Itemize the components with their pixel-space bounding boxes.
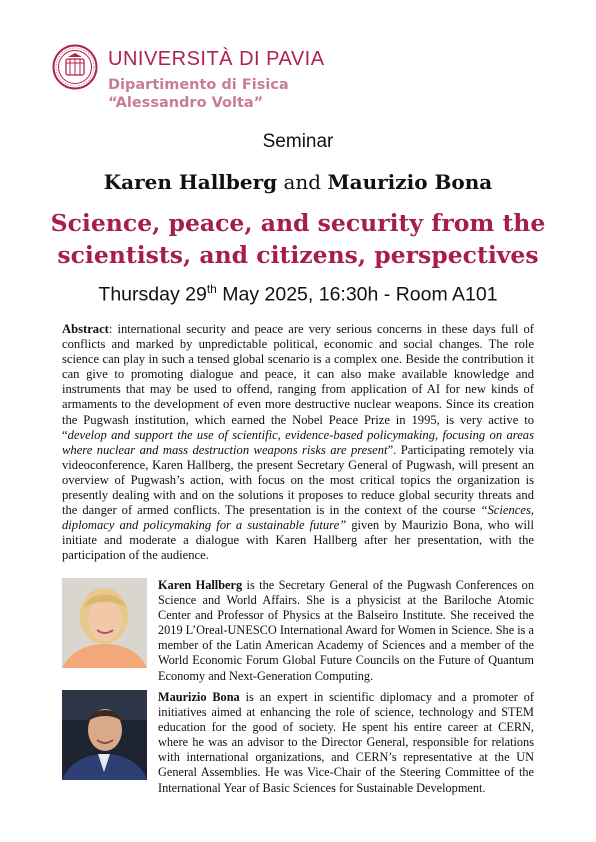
date-prefix: Thursday 29 [98,283,207,306]
department-name [108,76,289,112]
header [52,40,412,115]
abstract-part2: ”. Participating remotely via videoconference, Karen Hallberg, the present Secretary General of Pugwash, will present an overview of Pugwash’s action, with focus on the most critical topics the organization is presently dealing with and on the solutions it proposes to reduce global security threats and the danger of armed conflicts. The presentation is in the context of the course [62,442,535,518]
bio-maurizio-text [158,690,534,796]
speakers-joiner: and [283,170,322,194]
seminar-title: Science, peace, and security from the scientists, and citizens, perspectives [50,209,546,269]
abstract-quote2: “Sciences, diplomacy and policymaking for a sustainable future” [62,503,534,533]
speaker2-name: Maurizio Bona [327,170,493,194]
event-kind: Seminar [262,131,334,152]
event-datetime [0,282,596,307]
department-line2: “Alessandro Volta” [108,95,264,111]
bio-karen-body: is the Secretary General of the Pugwash Conferences on Science and World Affairs. She is a physicist at the Bariloche Atomic Center and Professor of Physics at the Balseiro Institute. She received the 2019 L’Oreal-UNESCO International Award for Women in Science. She is a member of the Latin American Academy of Sciences and a member of the World Economic Forum Global Future Councils on the Future of Quantum Economy and Next-Generation Computing. [158,578,534,683]
speaker1-name: Karen Hallberg [103,170,278,194]
speaker-photo-karen [62,578,147,668]
department-line1: Dipartimento di Fisica [108,77,289,93]
university-seal-icon [52,44,98,90]
bio-karen-name: Karen Hallberg [158,578,243,592]
abstract-quote1: develop and support the use of scientific, evidence-based policymaking, focusing on areas where nuclear and mass destruction weapons risks are present [62,427,534,457]
bio-karen-text [158,578,534,684]
university-name: UNIVERSITÀ DI PAVIA [108,48,325,70]
abstract [62,322,534,564]
abstract-part3: given by Maurizio Bona, who will initiate and moderate a dialogue with Karen Hallberg after her presentation, with the participation of the audience. [62,518,534,563]
bio-maurizio-body: is an expert in scientific diplomacy and a promoter of initiatives aimed at enhancing the role of science, technology and STEM education for the good of society. He spent his entire career at CERN, where he was an advisor to the Director General, responsible for relations with international organizations, and CERN’s representative at the UN General Assemblies. He was Vice-Chair of the Steering Committee of the International Year of Basic Sciences for Sustainable Development. [158,690,534,795]
date-suffix: th [206,282,217,296]
date-rest: May 2025, 16:30h - Room A101 [216,283,498,306]
abstract-label: Abstract [62,322,109,336]
abstract-part1: : international security and peace are very serious concerns in these days full of conflicts and marked by unpredictable political, economic and social changes. The role science can play in such a tensed global scenario is a complex one. Beside the contribution it can give to promoting dialogue and peace, it can also make available knowledge and instruments that may be used to offend, ranging from application of AI for new kinds of armaments to the development of even more destructive nuclear weapons. Since its creation the Pugwash institution, which earned the Nobel Peace Prize in 1995, is very active to “ [62,322,534,442]
bio-maurizio-name: Maurizio Bona [158,690,240,704]
speaker-photo-maurizio [62,690,147,780]
speakers-line [0,170,596,194]
